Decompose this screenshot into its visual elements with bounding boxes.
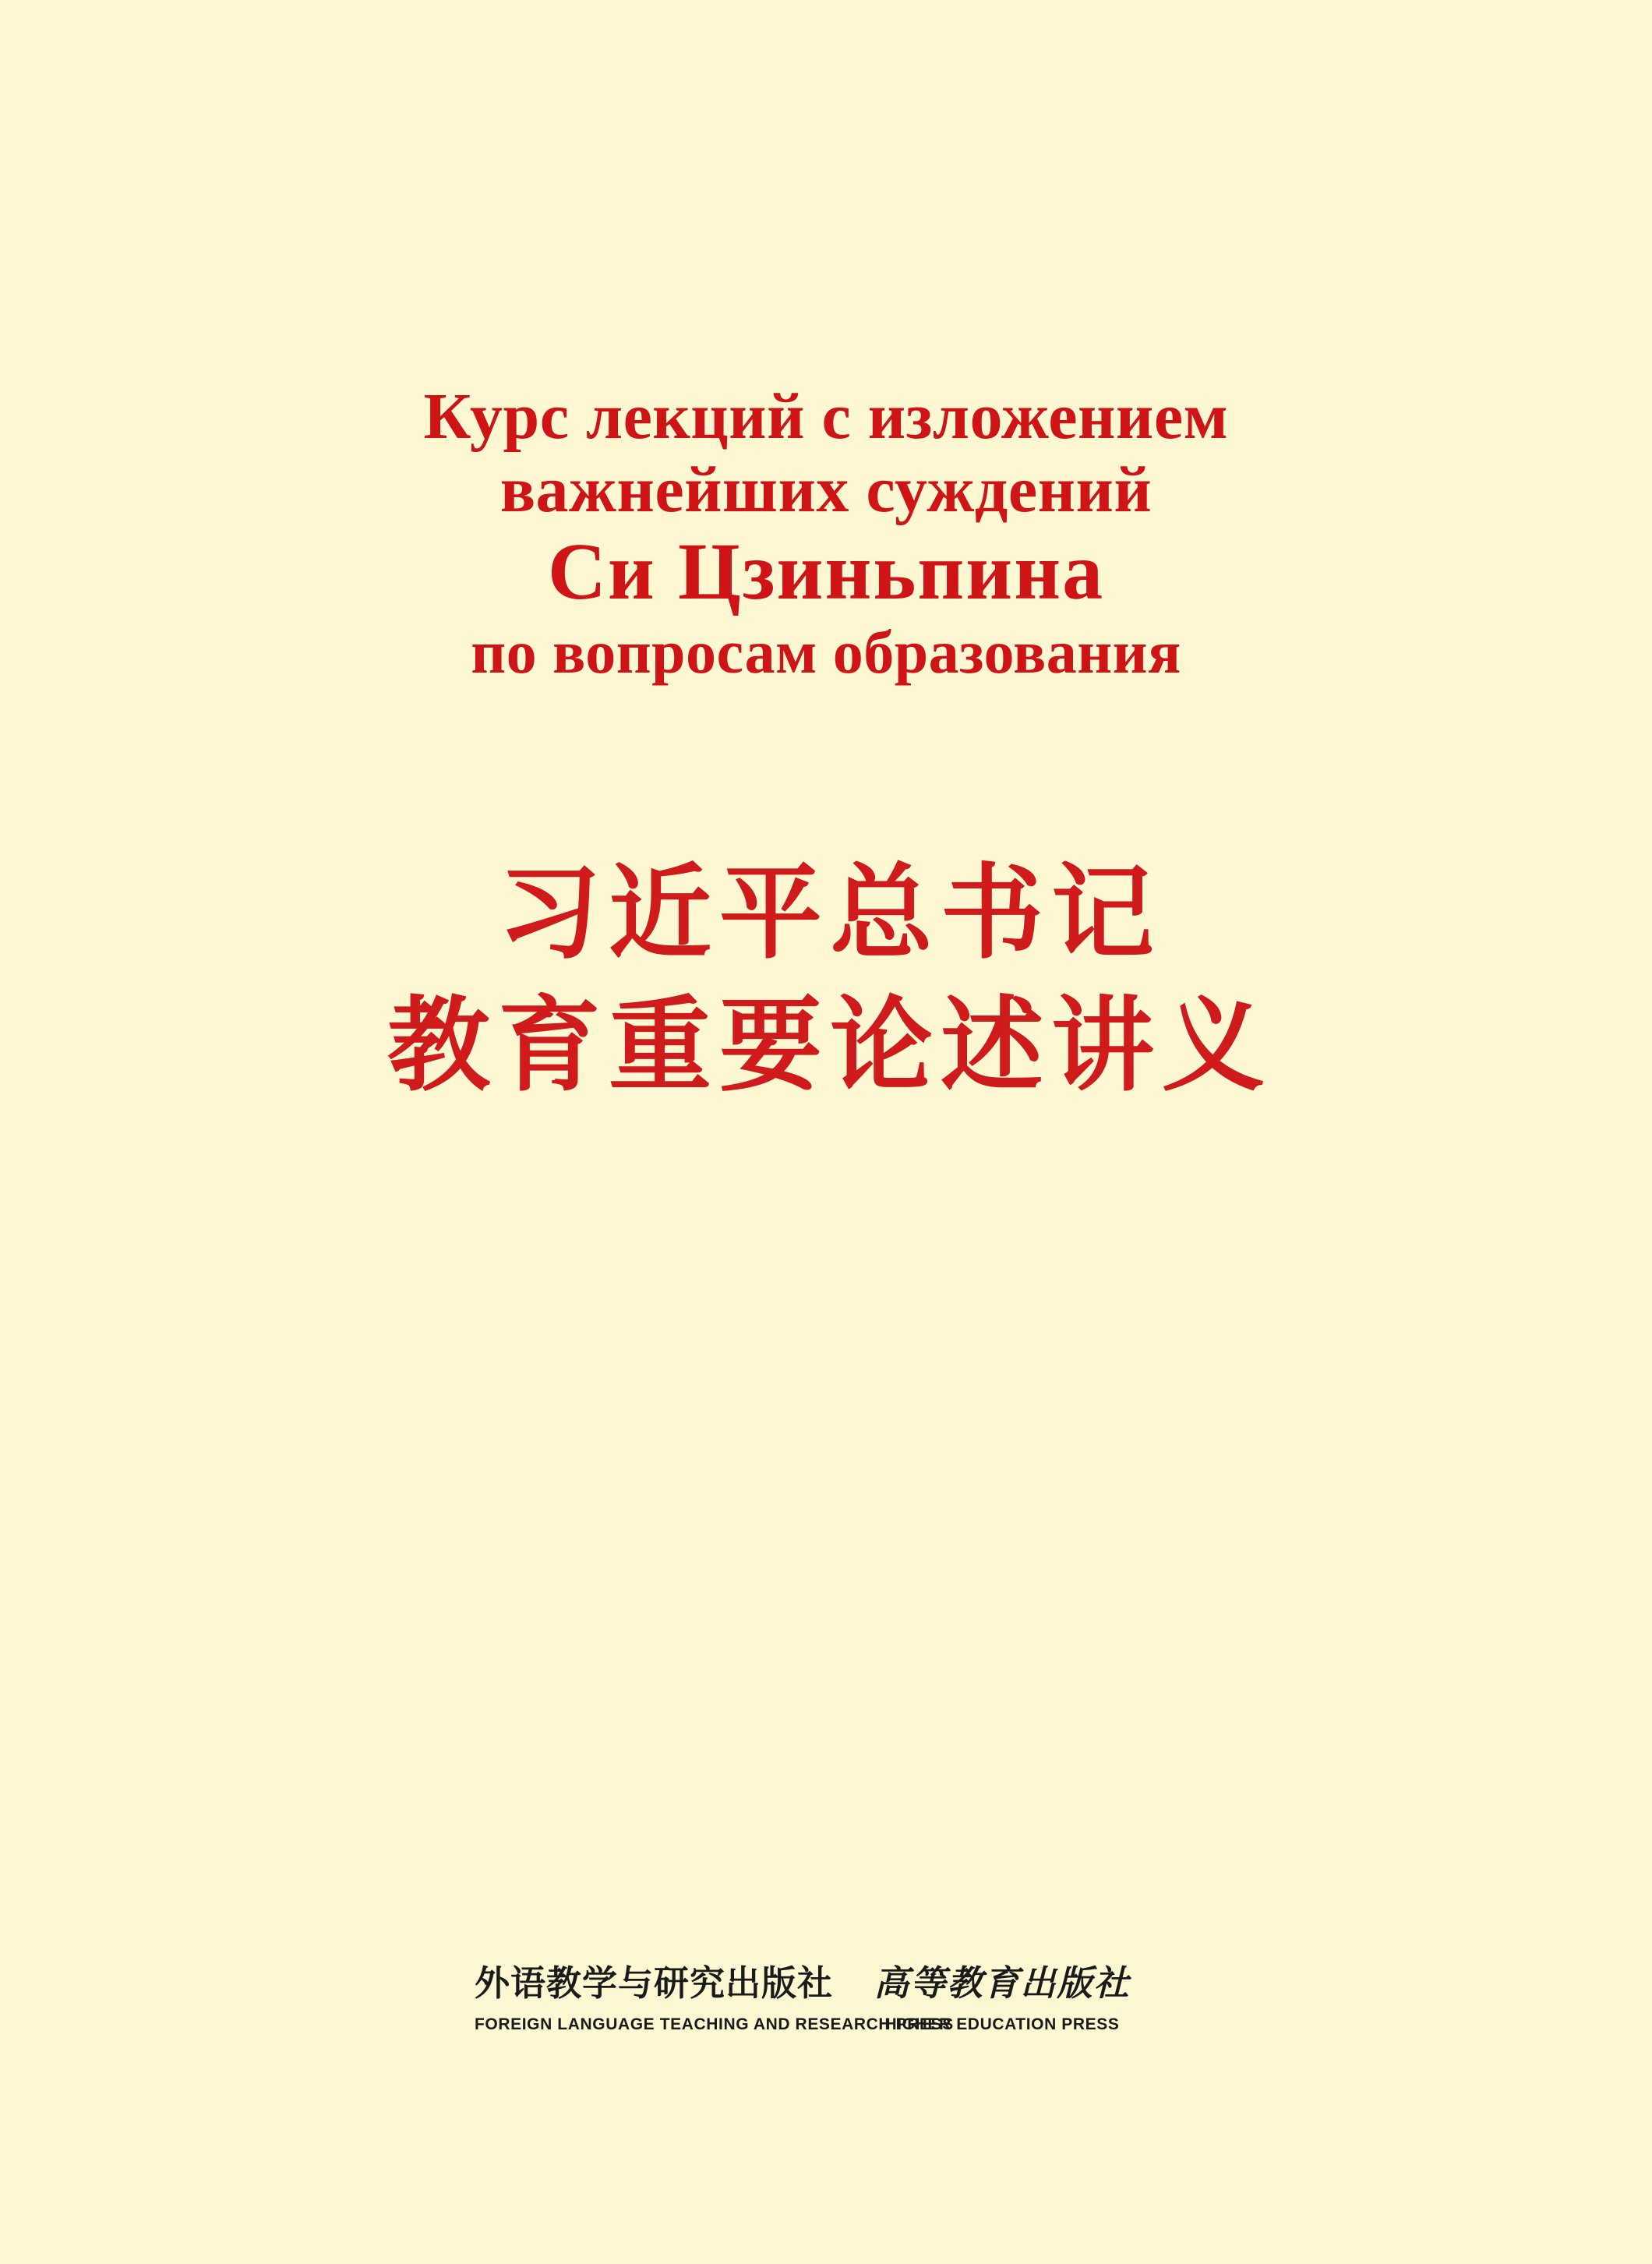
publisher-flrp (475, 1962, 954, 2034)
russian-title-line-3: Си Цзиньпина (547, 527, 1105, 617)
chinese-title-block (0, 853, 1652, 1107)
russian-title-line-2: важнейших суждений (499, 453, 1153, 526)
russian-title-line-1: Курс лекций с изложением (423, 380, 1229, 453)
publisher-flrp-name-cn: 外语教学与研究出版社 (475, 1962, 834, 2004)
publisher-hep-name-en: HIGHER EDUCATION PRESS (884, 2015, 1120, 2033)
publisher-hep-name-cn: 高等教育出版社 (874, 1962, 1131, 2004)
publisher-hep (827, 1964, 1177, 2034)
chinese-title-line-2: 教育重要论述讲义 (387, 985, 1273, 1106)
russian-title-line-4: по вопросам образования (471, 618, 1181, 687)
publisher-flrp-name-en: FOREIGN LANGUAGE TEACHING AND RESEARCH PRESS (475, 2015, 954, 2033)
russian-title-block (0, 380, 1652, 687)
chinese-title-line-1: 习近平总书记 (498, 853, 1162, 973)
publishers-footer (0, 1964, 1652, 2034)
